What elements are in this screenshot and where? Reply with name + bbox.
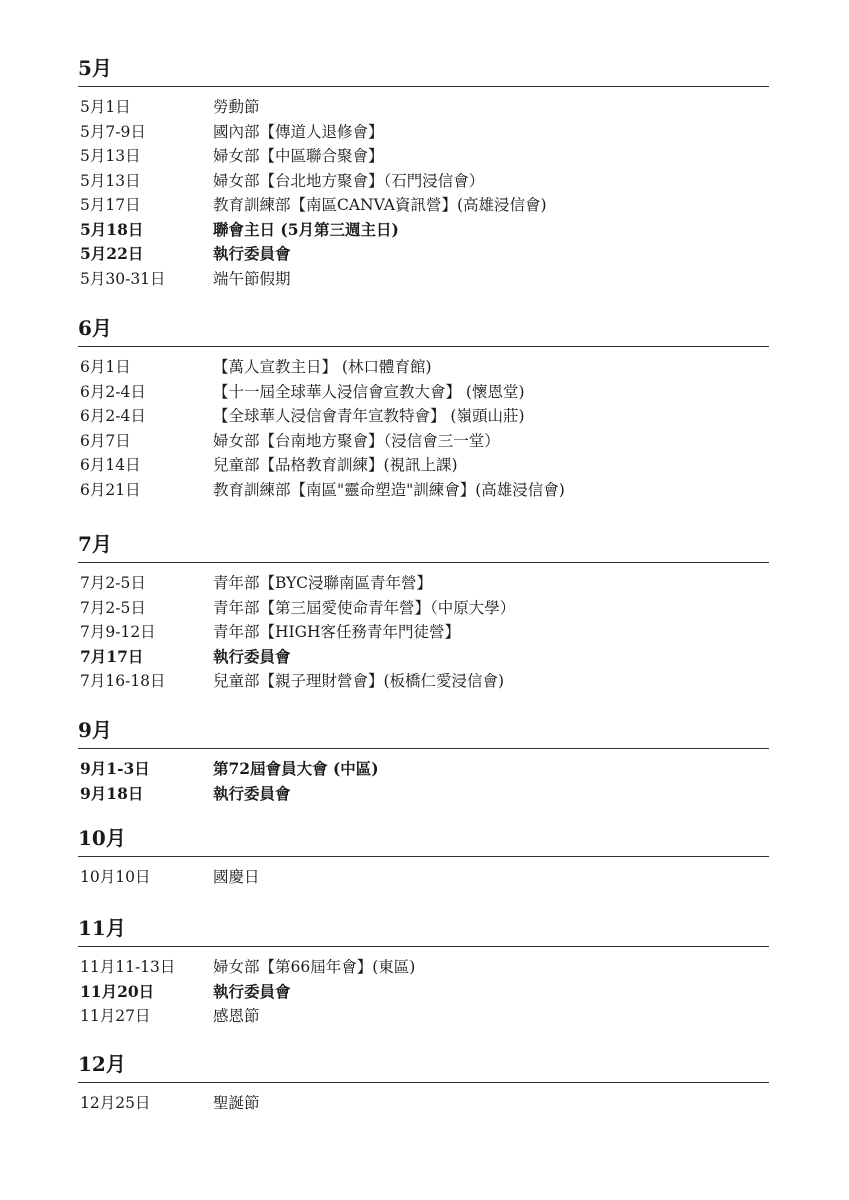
event-date: 6月21日 — [80, 480, 141, 499]
event-title: 婦女部【台南地方聚會】（浸信會三一堂） — [213, 431, 500, 450]
event-row — [78, 645, 769, 670]
event-row — [78, 955, 769, 980]
event-date: 7月16-18日 — [80, 672, 166, 690]
event-date: 12月25日 — [80, 1094, 151, 1112]
event-title: 執行委員會 — [213, 646, 291, 666]
event-row — [78, 1004, 769, 1029]
event-title: 【全球華人浸信會青年宣教特會】 (嶺頭山莊) — [213, 407, 525, 425]
section-divider — [78, 1082, 769, 1083]
month-section-october — [78, 824, 769, 890]
event-row — [78, 782, 769, 807]
event-row — [78, 865, 769, 890]
month-heading: 10月 — [78, 826, 126, 850]
event-title: 勞動節 — [213, 98, 260, 116]
event-title: 婦女部【中區聯合聚會】 — [213, 147, 384, 165]
event-date: 7月2-5日 — [80, 598, 146, 617]
event-title: 青年部【BYC浸聯南區青年營】 — [213, 574, 432, 592]
event-row — [78, 193, 769, 218]
section-divider — [78, 346, 769, 347]
event-title: 聯會主日 (5月第三週主日) — [213, 219, 399, 239]
event-title: 國內部【傳道人退修會】 — [213, 122, 384, 141]
event-title: 執行委員會 — [213, 244, 291, 263]
section-divider — [78, 86, 769, 87]
event-date: 10月10日 — [80, 868, 151, 886]
event-date: 5月1日 — [80, 98, 131, 116]
event-date: 6月14日 — [80, 456, 141, 474]
event-title: 執行委員會 — [213, 783, 291, 803]
month-heading: 6月 — [78, 316, 112, 340]
event-row — [78, 620, 769, 645]
event-date: 6月1日 — [80, 358, 131, 376]
event-date: 7月9-12日 — [80, 623, 156, 641]
event-title: 國慶日 — [213, 868, 260, 886]
event-list — [78, 95, 769, 291]
section-divider — [78, 946, 769, 947]
section-divider — [78, 856, 769, 857]
month-heading: 7月 — [78, 532, 112, 556]
event-title: 教育訓練部【南區"靈命塑造"訓練會】(高雄浸信會) — [213, 480, 565, 499]
month-section-july — [78, 530, 769, 694]
event-date: 5月17日 — [80, 196, 141, 214]
event-date: 6月7日 — [80, 431, 131, 450]
event-list — [78, 355, 769, 502]
event-title: 【萬人宣教主日】 (林口體育館) — [213, 358, 432, 376]
event-date: 5月13日 — [80, 171, 141, 190]
event-title: 教育訓練部【南區CANVA資訊營】(高雄浸信會) — [213, 196, 547, 214]
event-row — [78, 169, 769, 194]
event-title: 感恩節 — [213, 1007, 260, 1025]
event-row — [78, 596, 769, 621]
month-heading: 12月 — [78, 1052, 126, 1076]
event-row — [78, 242, 769, 267]
event-date: 11月27日 — [80, 1007, 151, 1025]
event-list — [78, 955, 769, 1029]
event-title: 婦女部【台北地方聚會】（石門浸信會） — [213, 171, 485, 190]
event-title: 端午節假期 — [213, 269, 291, 288]
event-title: 第72屆會員大會 (中區) — [213, 759, 379, 778]
month-section-may — [78, 54, 769, 291]
event-list — [78, 865, 769, 890]
month-section-june — [78, 314, 769, 502]
event-title: 婦女部【第66屆年會】(東區) — [213, 958, 416, 976]
event-row — [78, 267, 769, 292]
event-row — [78, 355, 769, 380]
section-divider — [78, 562, 769, 563]
event-date: 7月17日 — [80, 646, 144, 666]
event-date: 5月30-31日 — [80, 269, 166, 288]
event-row — [78, 404, 769, 429]
event-date: 6月2-4日 — [80, 407, 146, 425]
month-heading: 9月 — [78, 718, 112, 742]
event-date: 9月1-3日 — [80, 759, 150, 778]
event-row — [78, 980, 769, 1005]
section-divider — [78, 748, 769, 749]
event-row — [78, 571, 769, 596]
month-heading: 5月 — [78, 56, 112, 80]
event-row — [78, 669, 769, 694]
event-date: 5月7-9日 — [80, 122, 146, 141]
event-date: 9月18日 — [80, 783, 144, 803]
event-date: 5月22日 — [80, 244, 144, 263]
event-row — [78, 757, 769, 782]
event-title: 聖誕節 — [213, 1094, 260, 1112]
event-row — [78, 95, 769, 120]
month-section-november — [78, 914, 769, 1029]
event-date: 5月13日 — [80, 147, 141, 165]
month-heading: 11月 — [78, 916, 126, 940]
event-list — [78, 757, 769, 806]
event-row — [78, 120, 769, 145]
event-title: 【十一屆全球華人浸信會宣教大會】 (懷恩堂) — [213, 382, 525, 401]
event-date: 11月20日 — [80, 981, 155, 1001]
event-title: 執行委員會 — [213, 981, 291, 1001]
event-date: 7月2-5日 — [80, 574, 146, 592]
event-row — [78, 478, 769, 503]
event-row — [78, 218, 769, 243]
event-list — [78, 1091, 769, 1116]
event-row — [78, 1091, 769, 1116]
event-title: 青年部【第三屆愛使命青年營】（中原大學） — [213, 598, 516, 617]
event-date: 6月2-4日 — [80, 382, 146, 401]
event-title: 兒童部【親子理財營會】(板橋仁愛浸信會) — [213, 672, 505, 690]
event-row — [78, 144, 769, 169]
event-title: 青年部【HIGH客任務青年門徒營】 — [213, 623, 461, 641]
event-title: 兒童部【品格教育訓練】(視訊上課) — [213, 456, 458, 474]
event-row — [78, 380, 769, 405]
event-row — [78, 453, 769, 478]
month-section-december — [78, 1050, 769, 1116]
event-row — [78, 429, 769, 454]
event-list — [78, 571, 769, 694]
event-date: 5月18日 — [80, 219, 144, 239]
month-section-september — [78, 716, 769, 806]
event-date: 11月11-13日 — [80, 958, 176, 976]
